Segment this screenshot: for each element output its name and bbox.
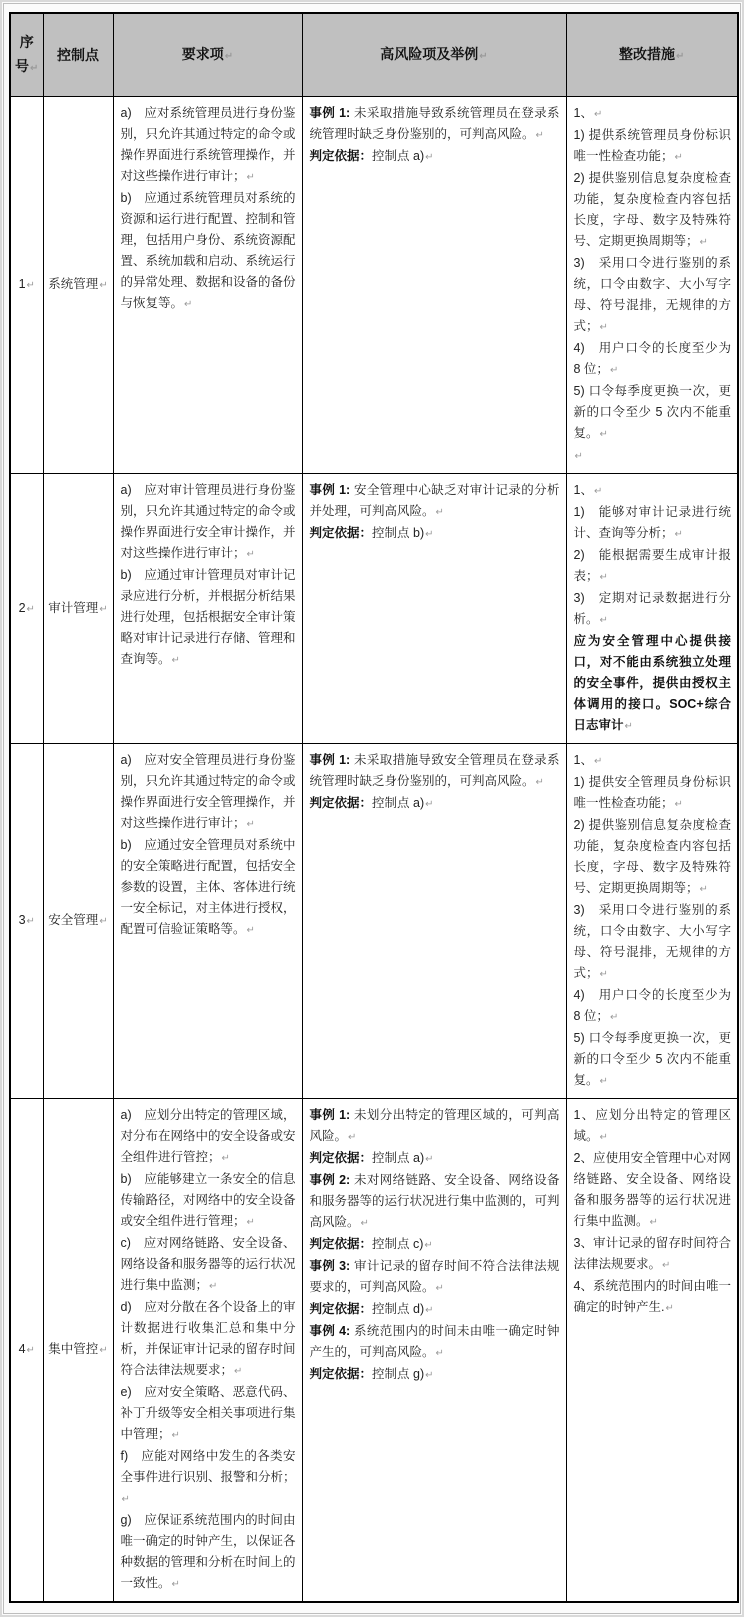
paragraph (574, 125, 732, 168)
control-point-label: 安全管理 (48, 913, 99, 927)
paragraph (310, 1105, 560, 1148)
return-mark-icon: ↵ (609, 365, 619, 376)
return-mark-icon: ↵ (599, 322, 608, 333)
paragraph (310, 793, 560, 815)
paragraph (310, 1321, 560, 1364)
paragraph (574, 588, 732, 631)
paragraph (574, 631, 732, 737)
paragraph (121, 188, 296, 315)
header-cell (43, 13, 113, 97)
paragraph (121, 1105, 296, 1169)
return-mark-icon: ↵ (171, 655, 180, 666)
paragraph (121, 1169, 296, 1233)
text-run: 未划分出特定的管理区域的，可判高风险。 (309, 1108, 560, 1143)
text-run: 控制点 a) (372, 1151, 425, 1165)
text-run: 1) 提供系统管理员身份标识唯一性检查功能； (573, 128, 731, 163)
bold-label: 事例 2: (309, 1173, 351, 1187)
text-run: 2、应使用安全管理中心对网络链路、安全设备、网络设备和服务器等的运行状况进行集中监测。 (573, 1151, 731, 1228)
paragraph (574, 900, 732, 985)
text-run: e) 应对安全策略、恶意代码、补丁升级等安全相关事项进行集中管理； (120, 1385, 296, 1441)
text-run: 控制点 a) (372, 796, 425, 810)
paragraph (574, 1276, 732, 1319)
serial-number-cell (10, 1099, 43, 1603)
remediation-cell (566, 474, 738, 744)
return-mark-icon: ↵ (209, 1281, 218, 1292)
return-mark-icon: ↵ (99, 916, 108, 927)
paragraph (310, 480, 560, 523)
remediation-cell (566, 97, 738, 474)
bold-label: 判定依据： (309, 1237, 373, 1251)
header-label: 控制点 (57, 47, 99, 63)
text-run: 2) 能根据需要生成审计报表； (573, 548, 731, 583)
header-label: 整改措施 (619, 45, 676, 62)
text-run: 5) 口令每季度更换一次，更新的口令至少 5 次内不能重复。 (573, 384, 731, 440)
header-cell (302, 13, 566, 97)
text-run: 未对网络链路、安全设备、网络设备和服务器等的运行状况进行集中监测的，可判高风险。 (309, 1173, 560, 1229)
paragraph (121, 1382, 296, 1446)
paragraph (121, 1297, 296, 1382)
paragraph (574, 1233, 732, 1276)
return-mark-icon: ↵ (599, 1076, 608, 1087)
paragraph (574, 103, 732, 125)
return-mark-icon: ↵ (435, 507, 444, 518)
return-mark-icon: ↵ (665, 1303, 674, 1314)
return-mark-icon: ↵ (599, 572, 608, 583)
return-mark-icon: ↵ (574, 451, 583, 462)
return-mark-icon: ↵ (699, 884, 708, 895)
control-point-cell (43, 744, 113, 1099)
paragraph (121, 1233, 296, 1297)
bold-label: 判定依据： (309, 149, 373, 163)
paragraph (310, 523, 560, 545)
paragraph (121, 480, 296, 565)
header-row (10, 13, 738, 97)
paragraph (310, 1234, 560, 1256)
return-mark-icon: ↵ (599, 969, 608, 980)
table-row (10, 474, 738, 744)
text-run: a) 应划分出特定的管理区域，对分布在网络中的安全设备或安全组件进行管控； (120, 1108, 296, 1164)
control-point-label: 集中管控 (48, 1342, 99, 1356)
requirements-cell (113, 744, 302, 1099)
paragraph (574, 772, 732, 815)
return-mark-icon: ↵ (224, 50, 234, 62)
remediation-cell (566, 1099, 738, 1603)
return-mark-icon: ↵ (184, 299, 193, 310)
paragraph (310, 1148, 560, 1170)
return-mark-icon: ↵ (674, 799, 683, 810)
paragraph (574, 1148, 732, 1233)
table-row (10, 1099, 738, 1603)
header-cell (10, 13, 43, 97)
text-run: 控制点 c) (372, 1237, 424, 1251)
paragraph (121, 103, 296, 188)
text-run: 3) 定期对记录数据进行分析。 (573, 591, 731, 626)
return-mark-icon: ↵ (674, 152, 683, 163)
paragraph (310, 1364, 560, 1386)
paragraph (574, 985, 732, 1028)
high-risk-examples-cell (302, 744, 566, 1099)
return-mark-icon: ↵ (609, 1012, 619, 1023)
text-run: 3) 采用口令进行鉴别的系统，口令由数字、大小写字母、符号混排，无规律的方式； (573, 903, 731, 980)
paragraph (574, 168, 732, 253)
paragraph (574, 381, 732, 445)
return-mark-icon: ↵ (593, 486, 603, 497)
requirements-cell (113, 474, 302, 744)
return-mark-icon: ↵ (593, 756, 603, 767)
return-mark-icon: ↵ (699, 237, 708, 248)
text-run: g) 应保证系统范围内的时间由唯一确定的时钟产生，以保证各种数据的管理和分析在时间上的一致性。 (120, 1513, 296, 1590)
text-run: a) 应对审计管理员进行身份鉴别，只允许其通过特定的命令或操作界面进行安全审计操作，并对这些操作进行审计； (120, 483, 296, 560)
return-mark-icon: ↵ (435, 1283, 444, 1294)
return-mark-icon: ↵ (599, 615, 608, 626)
return-mark-icon: ↵ (234, 1366, 243, 1377)
serial-number: 1 (18, 277, 26, 291)
return-mark-icon: ↵ (246, 1217, 255, 1228)
bold-label: 事例 1: (309, 106, 351, 120)
table-row (10, 97, 738, 474)
return-mark-icon: ↵ (435, 1348, 444, 1359)
return-mark-icon: ↵ (171, 1430, 180, 1441)
requirements-cell (113, 97, 302, 474)
text-run: 4) 用户口令的长度至少为 8 位； (573, 988, 731, 1023)
text-run: 未采取措施导致系统管理员在登录系统管理时缺乏身份鉴别的，可判高风险。 (309, 106, 560, 141)
return-mark-icon: ↵ (674, 529, 683, 540)
paragraph (574, 445, 732, 467)
bold-label: 事例 1: (309, 483, 351, 497)
header-label: 序号 (15, 33, 34, 74)
return-mark-icon: ↵ (424, 1240, 433, 1251)
header-cell (566, 13, 738, 97)
control-point-cell (43, 97, 113, 474)
paragraph (574, 338, 732, 381)
bold-label: 判定依据： (309, 526, 373, 540)
return-mark-icon: ↵ (99, 1345, 108, 1356)
text-run: 4) 用户口令的长度至少为 8 位； (573, 341, 731, 376)
bold-label: 判定依据： (309, 1302, 373, 1316)
text-run: 1) 能够对审计记录进行统计、查询等分析； (573, 505, 731, 540)
paragraph (574, 815, 732, 900)
text-run: 2) 提供鉴别信息复杂度检查功能，复杂度检查内容包括长度，字母、数字及特殊符号、定期更换周期等； (573, 818, 731, 895)
paragraph (574, 750, 732, 772)
paragraph (574, 1028, 732, 1092)
serial-number: 4 (18, 1342, 26, 1356)
control-point-cell (43, 474, 113, 744)
header-label: 要求项 (181, 45, 224, 62)
text-run: f) 应能对网络中发生的各类安全事件进行识别、报警和分析； (120, 1449, 296, 1484)
serial-number-cell (10, 97, 43, 474)
text-run: 审计记录的留存时间不符合法律法规要求的，可判高风险。 (309, 1259, 560, 1294)
bold-label: 事例 1: (309, 1108, 351, 1122)
table-row (10, 744, 738, 1099)
paragraph (574, 502, 732, 545)
bold-label: 判定依据： (309, 1151, 373, 1165)
serial-number: 3 (18, 913, 26, 927)
high-risk-examples-cell (302, 97, 566, 474)
return-mark-icon: ↵ (348, 1132, 357, 1143)
text-run: 3) 采用口令进行鉴别的系统，口令由数字、大小写字母、符号混排，无规律的方式； (573, 256, 731, 333)
control-point-label: 系统管理 (48, 277, 99, 291)
bold-label: 事例 4: (309, 1324, 351, 1338)
control-point-label: 审计管理 (48, 600, 99, 615)
return-mark-icon: ↵ (479, 50, 488, 62)
text-run: 4、系统范围内的时间由唯一确定的时钟产生. (573, 1279, 731, 1314)
text-run: 控制点 b) (372, 526, 425, 540)
paragraph (310, 1256, 560, 1299)
serial-number-cell (10, 474, 43, 744)
return-mark-icon: ↵ (26, 280, 35, 291)
return-mark-icon: ↵ (246, 819, 255, 830)
paragraph (574, 1105, 732, 1148)
text-run: 3、审计记录的留存时间符合法律法规要求。 (573, 1236, 731, 1271)
return-mark-icon: ↵ (26, 1345, 35, 1356)
text-run: b) 应通过审计管理员对审计记录应进行分析，并根据分析结果进行处理，包括根据安全审计策略对审计记录进行存储、管理和查询等。 (120, 568, 296, 666)
high-risk-examples-cell (302, 474, 566, 744)
return-mark-icon: ↵ (30, 62, 39, 74)
paragraph (310, 1299, 560, 1321)
paragraph (121, 1510, 296, 1595)
text-run: 系统范围内的时间未由唯一确定时钟产生的，可判高风险。 (309, 1324, 560, 1359)
return-mark-icon: ↵ (535, 777, 544, 788)
return-mark-icon: ↵ (246, 549, 255, 560)
paragraph (574, 480, 732, 502)
return-mark-icon: ↵ (26, 916, 35, 927)
return-mark-icon: ↵ (624, 721, 633, 732)
text-run: 安全管理中心缺乏对审计记录的分析并处理，可判高风险。 (309, 483, 560, 518)
header-label: 高风险项及举例 (380, 45, 479, 62)
return-mark-icon: ↵ (26, 603, 35, 615)
return-mark-icon: ↵ (121, 1494, 130, 1505)
bold-label: 事例 1: (309, 753, 351, 767)
paragraph (310, 146, 560, 168)
text-run: b) 应能够建立一条安全的信息传输路径，对网络中的安全设备或安全组件进行管理； (120, 1172, 296, 1228)
text-run: a) 应对系统管理员进行身份鉴别，只允许其通过特定的命令或操作界面进行系统管理操作，并对这些操作进行审计； (120, 106, 296, 183)
return-mark-icon: ↵ (99, 280, 108, 291)
return-mark-icon: ↵ (246, 925, 255, 936)
return-mark-icon: ↵ (360, 1218, 369, 1229)
return-mark-icon: ↵ (425, 529, 434, 540)
serial-number-cell (10, 744, 43, 1099)
text-run: c) 应对网络链路、安全设备、网络设备和服务器等的运行状况进行集中监测； (120, 1236, 296, 1292)
return-mark-icon: ↵ (599, 429, 608, 440)
return-mark-icon: ↵ (171, 1579, 180, 1590)
return-mark-icon: ↵ (425, 1370, 434, 1381)
text-run: 1、应划分出特定的管理区域。 (573, 1108, 731, 1143)
paragraph (121, 835, 296, 941)
text-run: 5) 口令每季度更换一次，更新的口令至少 5 次内不能重复。 (573, 1031, 731, 1087)
text-run: 1、 (573, 753, 593, 767)
return-mark-icon: ↵ (425, 1154, 434, 1165)
text-run: 2) 提供鉴别信息复杂度检查功能，复杂度检查内容包括长度，字母、数字及特殊符号、定期更换周期等； (573, 171, 731, 248)
serial-number: 2 (18, 600, 26, 615)
control-point-cell (43, 1099, 113, 1603)
bold-label: 应为安全管理中心提供接口，对不能由系统独立处理的安全事件，提供由授权主体调用的接口。SOC+综合日志审计 (573, 634, 731, 732)
paragraph (310, 1170, 560, 1234)
return-mark-icon: ↵ (221, 1153, 230, 1164)
text-run: b) 应通过安全管理员对系统中的安全策略进行配置，包括安全参数的设置，主体、客体进行统一安全标记，对主体进行授权，配置可信验证策略等。 (120, 838, 296, 936)
compliance-table (9, 12, 739, 1603)
paragraph (121, 750, 296, 835)
bold-label: 判定依据： (309, 796, 373, 810)
table-body (10, 97, 738, 1603)
return-mark-icon: ↵ (99, 603, 108, 615)
text-run: a) 应对安全管理员进行身份鉴别，只允许其通过特定的命令或操作界面进行安全管理操作，并对这些操作进行审计； (120, 753, 296, 830)
text-run: 控制点 a) (372, 149, 425, 163)
paragraph (574, 545, 732, 588)
paragraph (121, 1446, 296, 1510)
text-run: 控制点 d) (372, 1302, 425, 1316)
text-run: 1、 (573, 106, 593, 120)
text-run: 未采取措施导致安全管理员在登录系统管理时缺乏身份鉴别的，可判高风险。 (309, 753, 560, 788)
return-mark-icon: ↵ (425, 799, 434, 810)
return-mark-icon: ↵ (246, 172, 255, 183)
return-mark-icon: ↵ (593, 109, 603, 120)
return-mark-icon: ↵ (649, 1217, 658, 1228)
bold-label: 事例 3: (309, 1259, 351, 1273)
return-mark-icon: ↵ (662, 1260, 671, 1271)
requirements-cell (113, 1099, 302, 1603)
header-cell (113, 13, 302, 97)
high-risk-examples-cell (302, 1099, 566, 1603)
text-run: b) 应通过系统管理员对系统的资源和运行进行配置、控制和管理，包括用户身份、系统资源配置、系统加载和启动、系统运行的异常处理、数据和设备的备份与恢复等。 (120, 191, 296, 310)
return-mark-icon: ↵ (425, 1305, 434, 1316)
remediation-cell (566, 744, 738, 1099)
text-run: 控制点 g) (372, 1367, 425, 1381)
text-run: 1) 提供安全管理员身份标识唯一性检查功能； (573, 775, 731, 810)
paragraph (310, 750, 560, 793)
return-mark-icon: ↵ (425, 152, 434, 163)
return-mark-icon: ↵ (599, 1132, 608, 1143)
text-run: 1、 (573, 483, 593, 497)
return-mark-icon: ↵ (676, 50, 685, 62)
paragraph (574, 253, 732, 338)
bold-label: 判定依据： (309, 1367, 373, 1381)
text-run: d) 应对分散在各个设备上的审计数据进行收集汇总和集中分析，并保证审计记录的留存时间符合法律法规要求； (120, 1300, 296, 1377)
paragraph (121, 565, 296, 671)
paragraph (310, 103, 560, 146)
return-mark-icon: ↵ (535, 130, 544, 141)
